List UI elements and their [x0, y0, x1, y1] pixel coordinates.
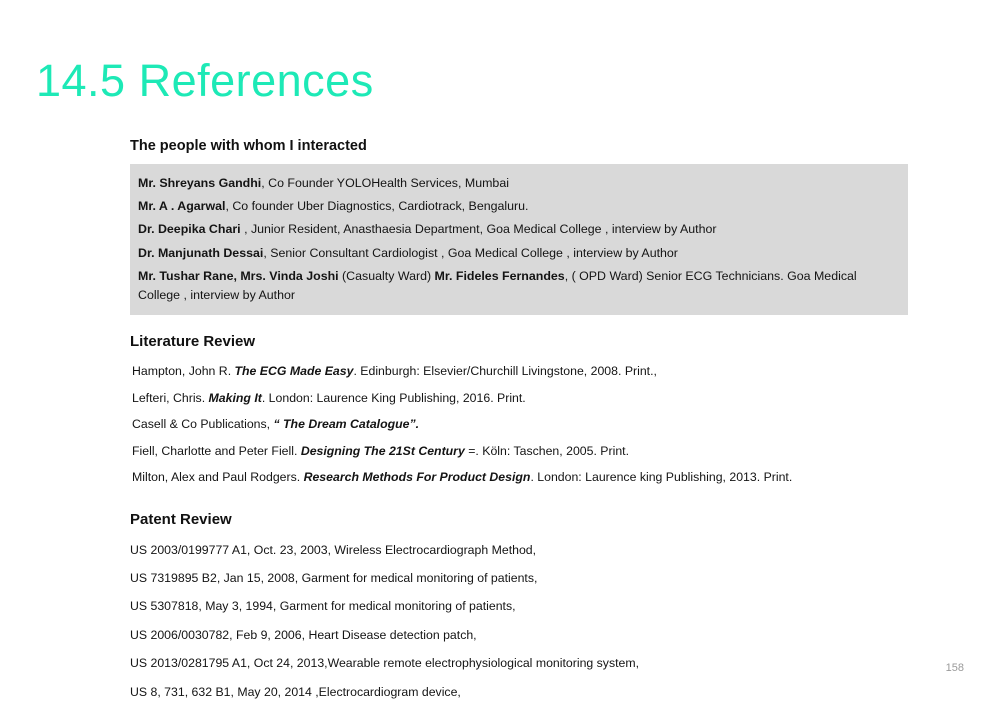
reference-title: The ECG Made Easy [235, 364, 354, 378]
references-content [130, 138, 920, 706]
person-detail: , Co founder Uber Diagnostics, Cardiotrack, Bengaluru. [225, 199, 528, 213]
list-item [136, 218, 900, 241]
person-name-secondary: Mr. Fideles Fernandes [435, 269, 565, 283]
page-number: 158 [946, 662, 964, 674]
list-item [130, 385, 920, 411]
reference-author: Fiell, Charlotte and Peter Fiell. [132, 444, 301, 458]
list-item [130, 438, 920, 464]
person-name: Dr. Manjunath Dessai [138, 246, 263, 260]
literature-list [130, 358, 920, 490]
list-item [130, 464, 920, 490]
reference-author: Hampton, John R. [132, 364, 235, 378]
list-item [136, 195, 900, 218]
person-detail: (Casualty Ward) [339, 269, 435, 283]
reference-title: “ The Dream Catalogue”. [273, 417, 419, 431]
person-name: Mr. Tushar Rane, Mrs. Vinda Joshi [138, 269, 339, 283]
list-item [136, 242, 900, 265]
person-name: Dr. Deepika Chari [138, 222, 241, 236]
reference-title: Making It [209, 391, 262, 405]
person-name: Mr. Shreyans Gandhi [138, 176, 261, 190]
page-title: 14.5 References [36, 56, 374, 106]
reference-publication: =. Köln: Taschen, 2005. Print. [465, 444, 629, 458]
reference-author: Milton, Alex and Paul Rodgers. [132, 470, 304, 484]
patent-section-heading: Patent Review [130, 511, 920, 528]
person-detail: , Co Founder YOLOHealth Services, Mumbai [261, 176, 509, 190]
reference-title: Research Methods For Product Design [304, 470, 531, 484]
list-item [136, 265, 900, 307]
list-item: US 5307818, May 3, 1994, Garment for medical monitoring of patients, [130, 592, 920, 620]
reference-author: Lefteri, Chris. [132, 391, 209, 405]
person-name: Mr. A . Agarwal [138, 199, 225, 213]
list-item: US 7319895 B2, Jan 15, 2008, Garment for medical monitoring of patients, [130, 564, 920, 592]
list-item: US 2013/0281795 A1, Oct 24, 2013,Wearable remote electrophysiological monitoring system, [130, 649, 920, 677]
person-detail-secondary: , ( OPD Ward) Senior ECG Technicians. Goa Medical College , interview by Author [138, 269, 857, 302]
reference-publication: . Edinburgh: Elsevier/Churchill Livingstone, 2008. Print., [353, 364, 656, 378]
reference-author: Casell & Co Publications, [132, 417, 273, 431]
patent-list [130, 536, 920, 706]
reference-publication: . London: Laurence king Publishing, 2013. Print. [530, 470, 792, 484]
reference-title: Designing The 21St Century [301, 444, 465, 458]
person-detail: , Senior Consultant Cardiologist , Goa Medical College , interview by Author [263, 246, 678, 260]
list-item [130, 358, 920, 384]
list-item: US 2006/0030782, Feb 9, 2006, Heart Disease detection patch, [130, 621, 920, 649]
people-section-heading: The people with whom I interacted [130, 138, 920, 154]
list-item [136, 172, 900, 195]
people-highlight-block [130, 164, 908, 315]
literature-section [130, 333, 920, 490]
literature-section-heading: Literature Review [130, 333, 920, 350]
list-item [130, 411, 920, 437]
list-item: US 2003/0199777 A1, Oct. 23, 2003, Wireless Electrocardiograph Method, [130, 536, 920, 564]
list-item: US 8, 731, 632 B1, May 20, 2014 ,Electrocardiogram device, [130, 678, 920, 706]
patent-section [130, 511, 920, 706]
reference-publication: . London: Laurence King Publishing, 2016. Print. [262, 391, 526, 405]
person-detail: , Junior Resident, Anasthaesia Department, Goa Medical College , interview by Author [241, 222, 717, 236]
